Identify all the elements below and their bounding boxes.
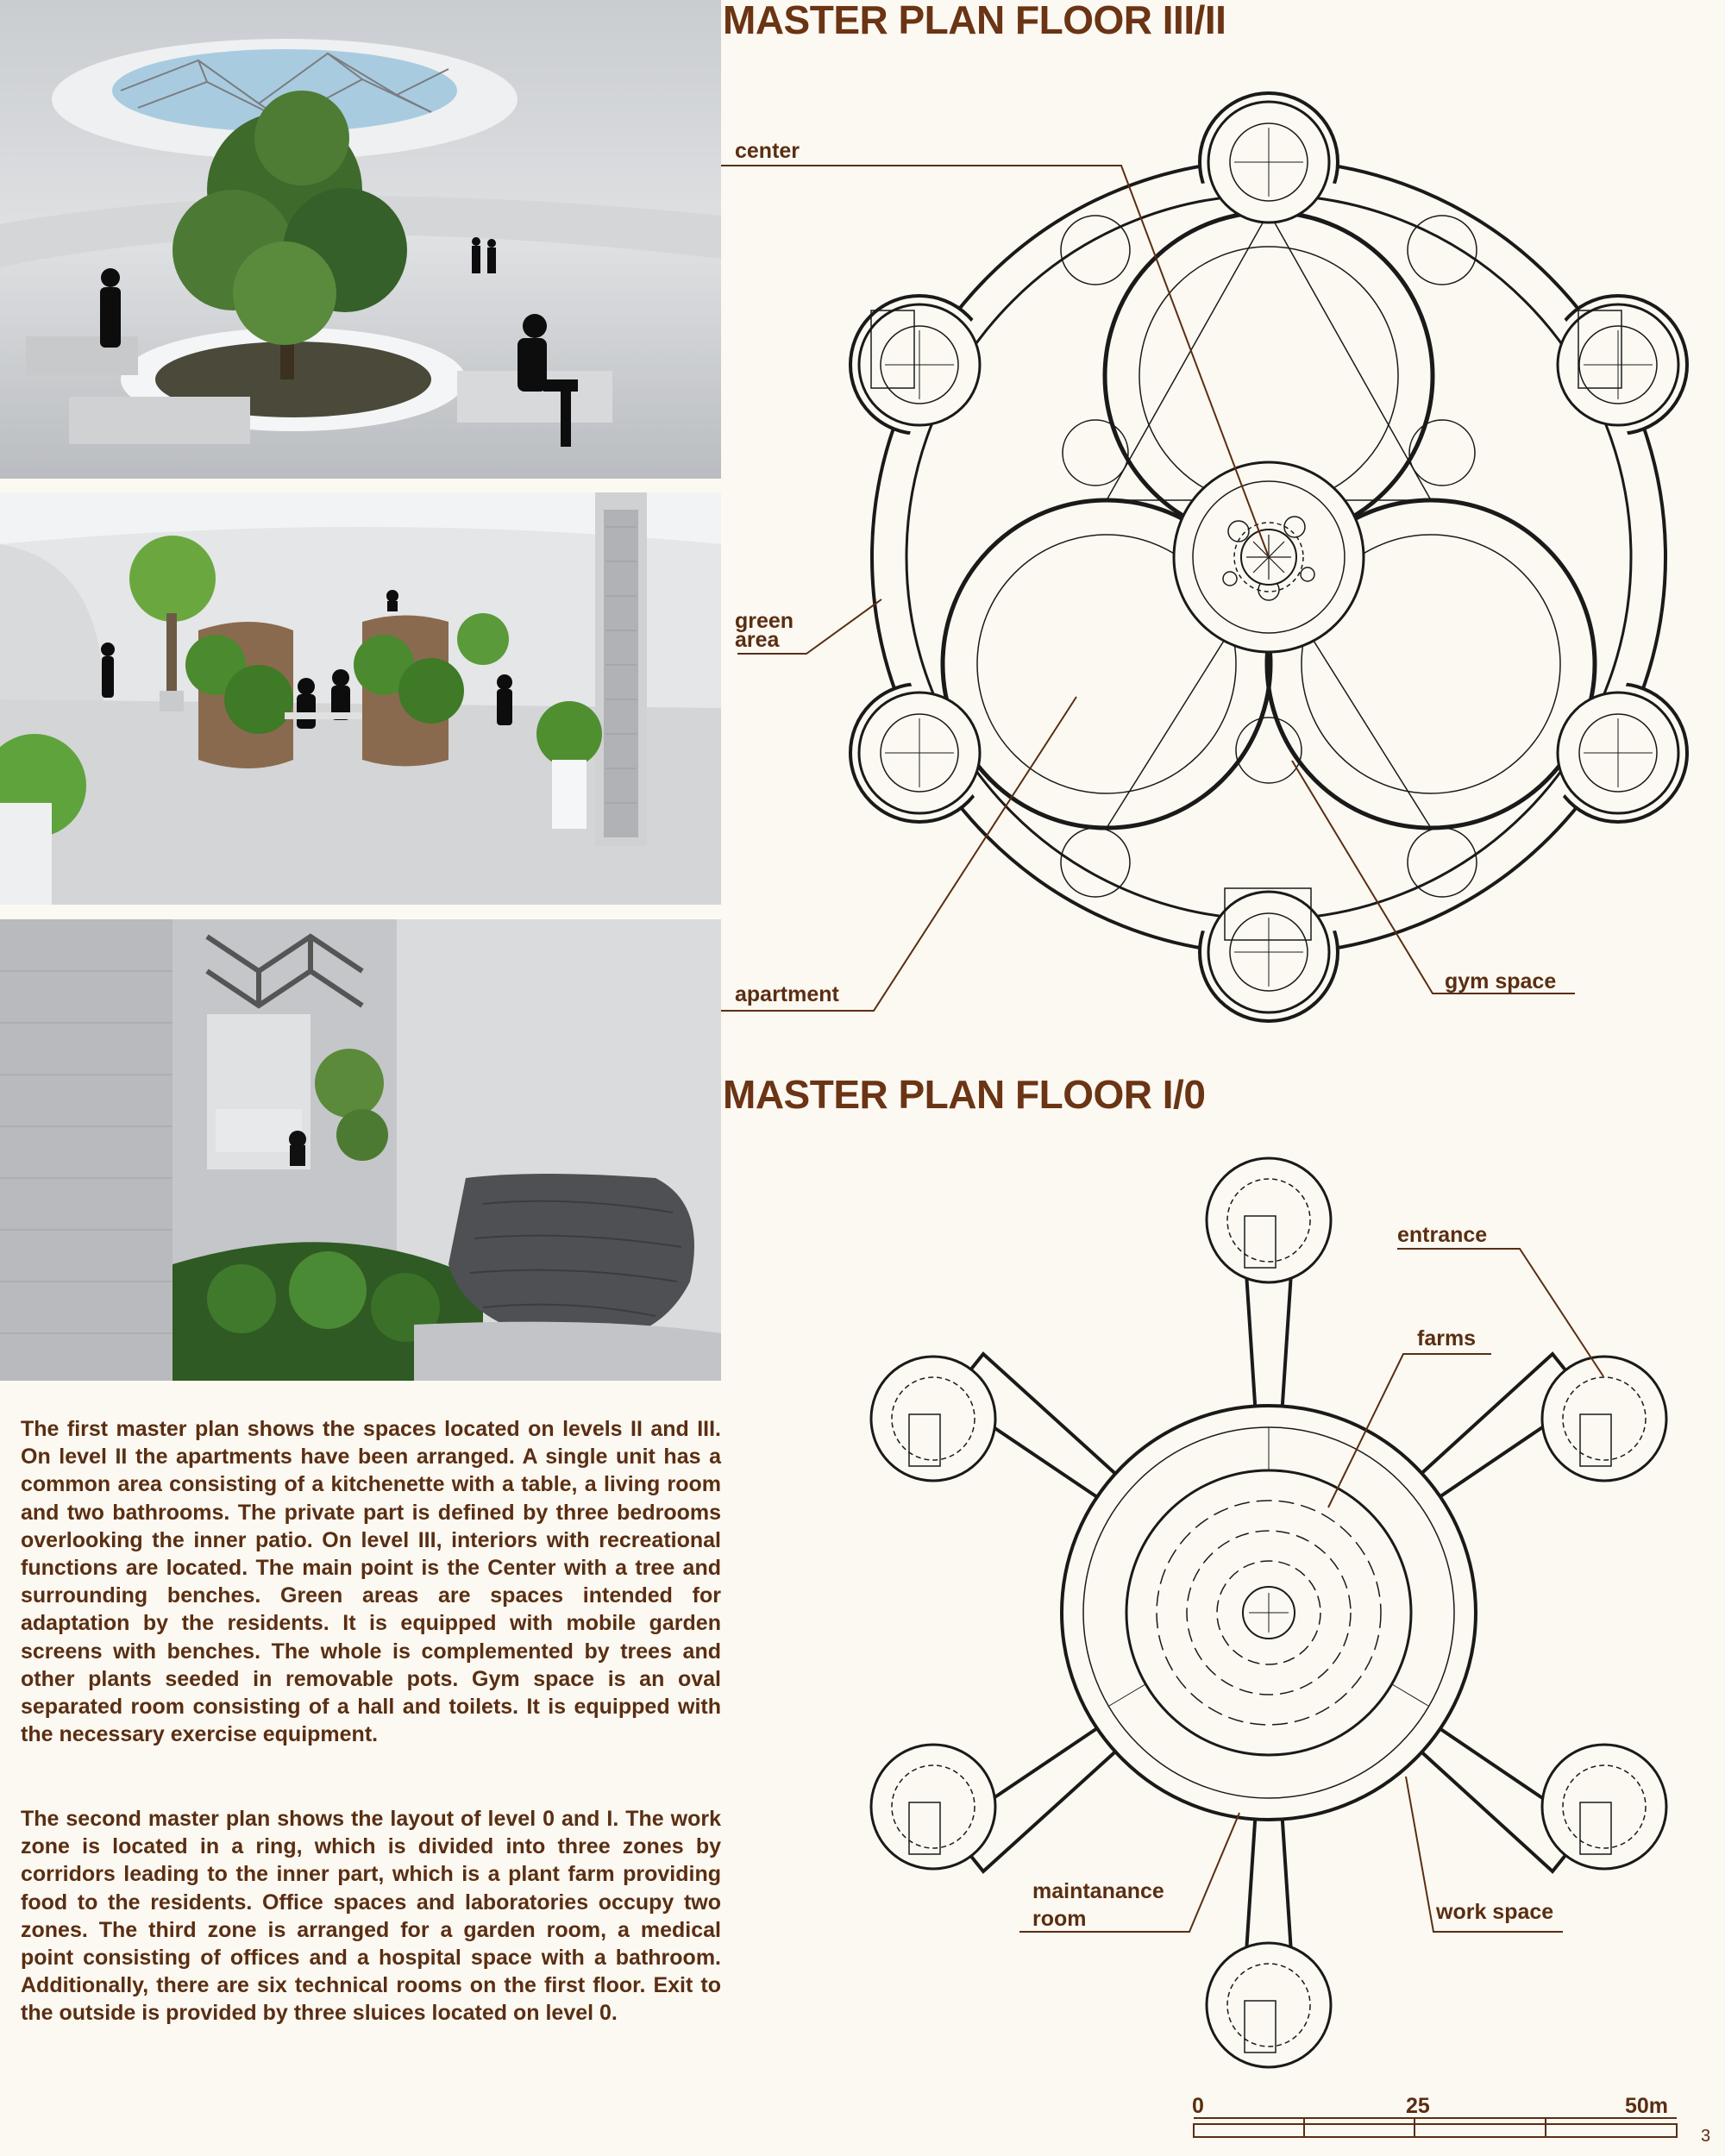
label-green-area-line1: green — [735, 609, 794, 633]
label-maintanance-line1: maintanance — [1032, 1879, 1164, 1903]
description-paragraph-2: The second master plan shows the layout of level 0 and I. The work zone is located in a ring, which is divided into three zones by corridors leading to the inner part, which is a plant farm providing food to the residents. Office spaces and laboratories occupy two zones. The third zone is arranged for a garden room, a medical point consisting of offices and a hospital space with a bathroom. Additionally, there are six technical rooms on the first floor. Exit to the outside is provided by three sluices located on level 0. — [21, 1807, 721, 2026]
description-paragraph-1: The first master plan shows the spaces located on levels II and III. On level II the apartments have been arranged. A single unit has a common area consisting of a kitchenette with a table, a living room and two bathrooms. The private part is defined by three bedrooms overlooking the inner patio. On level III, interiors with recreational functions are located. The main point is the Center with a tree and surrounding benches. Green areas are spaces intended for adaptation by the residents. It is equipped with mobile garden screens with benches. The whole is complemented by trees and other plants seeded in removable pots. Gym space is an oval separated room consisting of a hall and toilets. It is equipped with the necessary exercise equipment. — [21, 1417, 721, 1747]
page-number: 3 — [1701, 2127, 1711, 2146]
label-gym-space: gym space — [1445, 969, 1557, 993]
plan-title-lower: MASTER PLAN FLOOR I/0 — [723, 1072, 1206, 1117]
scale-bar — [1194, 2118, 1677, 2137]
label-apartment: apartment — [735, 982, 839, 1006]
label-work-space: work space — [1436, 1900, 1554, 1924]
scale-label-end: 50m — [1625, 2094, 1669, 2118]
scale-label-mid: 25 — [1406, 2094, 1430, 2118]
label-farms: farms — [1417, 1326, 1477, 1351]
label-maintanance-line2: room — [1032, 1907, 1087, 1931]
label-green-area-line2: area — [735, 628, 780, 652]
label-entrance: entrance — [1397, 1223, 1488, 1247]
scale-label-start: 0 — [1192, 2094, 1204, 2118]
plan-title-upper: MASTER PLAN FLOOR III/II — [723, 0, 1226, 42]
label-center: center — [735, 139, 800, 163]
plan-floor-1-0 — [871, 1158, 1666, 2067]
